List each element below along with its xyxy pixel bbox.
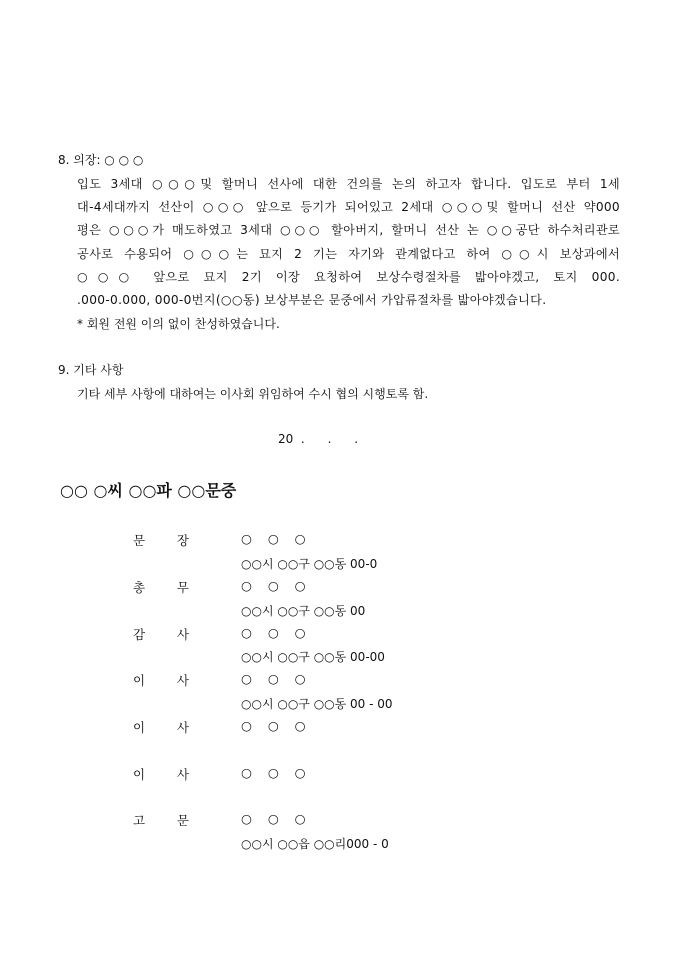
officer-address: ○○시 ○○구 ○○동 00-0 [241, 557, 378, 571]
officer-name: ○ ○ ○ [241, 765, 307, 780]
role-char: 이 [133, 720, 146, 735]
officer-address: ○○시 ○○구 ○○동 00 - 00 [241, 697, 393, 711]
officer-role [133, 718, 189, 736]
officer-role [133, 625, 189, 643]
officer-address: ○○시 ○○읍 ○○리000 - 0 [241, 837, 389, 851]
role-char: 무 [176, 580, 189, 595]
section-8-note: * 회원 전원 이의 없이 찬성하였습니다. [77, 317, 280, 331]
role-char: 문 [176, 813, 189, 828]
section-8-line: 입도 3세대 ○○○및 할머니 선사에 대한 건의를 논의 하고자 합니다. 입도로 부터 1세 [77, 177, 620, 191]
officer-name: ○ ○ ○ [241, 531, 307, 546]
date-line: 20 . . . [278, 432, 359, 446]
role-char: 감 [133, 627, 146, 642]
officer-address: ○○시 ○○구 ○○동 00 [241, 604, 366, 618]
officer-name: ○ ○ ○ [241, 671, 307, 686]
section-8-line: 평은 ○○○가 매도하였고 3세대 ○○○ 할아버지, 할머니 선산 논 ○○공단 하수처리관로 [77, 223, 620, 237]
officer-role [133, 578, 189, 596]
section-9-heading: 9. 기타 사항 [58, 363, 124, 377]
officer-name: ○ ○ ○ [241, 625, 307, 640]
officer-role [133, 765, 189, 783]
officer-name: ○ ○ ○ [241, 578, 307, 593]
role-char: 총 [133, 580, 146, 595]
officer-address: ○○시 ○○구 ○○동 00-00 [241, 650, 385, 664]
officer-role [133, 671, 189, 689]
role-char: 사 [176, 720, 189, 735]
section-8-heading: 8. 의장: ○ ○ ○ [58, 153, 144, 167]
role-char: 이 [133, 673, 146, 688]
role-char: 사 [176, 627, 189, 642]
role-char: 사 [176, 767, 189, 782]
section-8-line: 공사로 수용되어 ○○○는 묘지 2 기는 자기와 관계없다고 하여 ○○시 보상과에서 [77, 247, 620, 261]
section-8-line: 대-4세대까지 선산이 ○○○ 앞으로 등기가 되어있고 2세대 ○○○및 할머니 선산 약000 [77, 200, 620, 214]
officer-name: ○ ○ ○ [241, 718, 307, 733]
role-char: 사 [176, 673, 189, 688]
section-9-line: 기타 세부 사항에 대하여는 이사회 위임하여 수시 협의 시행토록 함. [77, 387, 429, 401]
officer-role [133, 531, 189, 549]
officer-name: ○ ○ ○ [241, 811, 307, 826]
role-char: 고 [133, 813, 146, 828]
role-char: 문 [133, 533, 146, 548]
role-char: 이 [133, 767, 146, 782]
role-char: 장 [176, 533, 189, 548]
officer-role [133, 811, 189, 829]
section-8-line: .000-0.000, 000-0번지(○○동) 보상부분은 문중에서 가압류절차를 밟아야겠습니다. [77, 293, 547, 307]
organization-title: ○○ ○씨 ○○파 ○○문중 [60, 481, 237, 500]
section-8-line: ○○○ 앞으로 묘지 2기 이장 요청하여 보상수령절차를 밟아야겠고, 토지 000. [77, 270, 620, 284]
